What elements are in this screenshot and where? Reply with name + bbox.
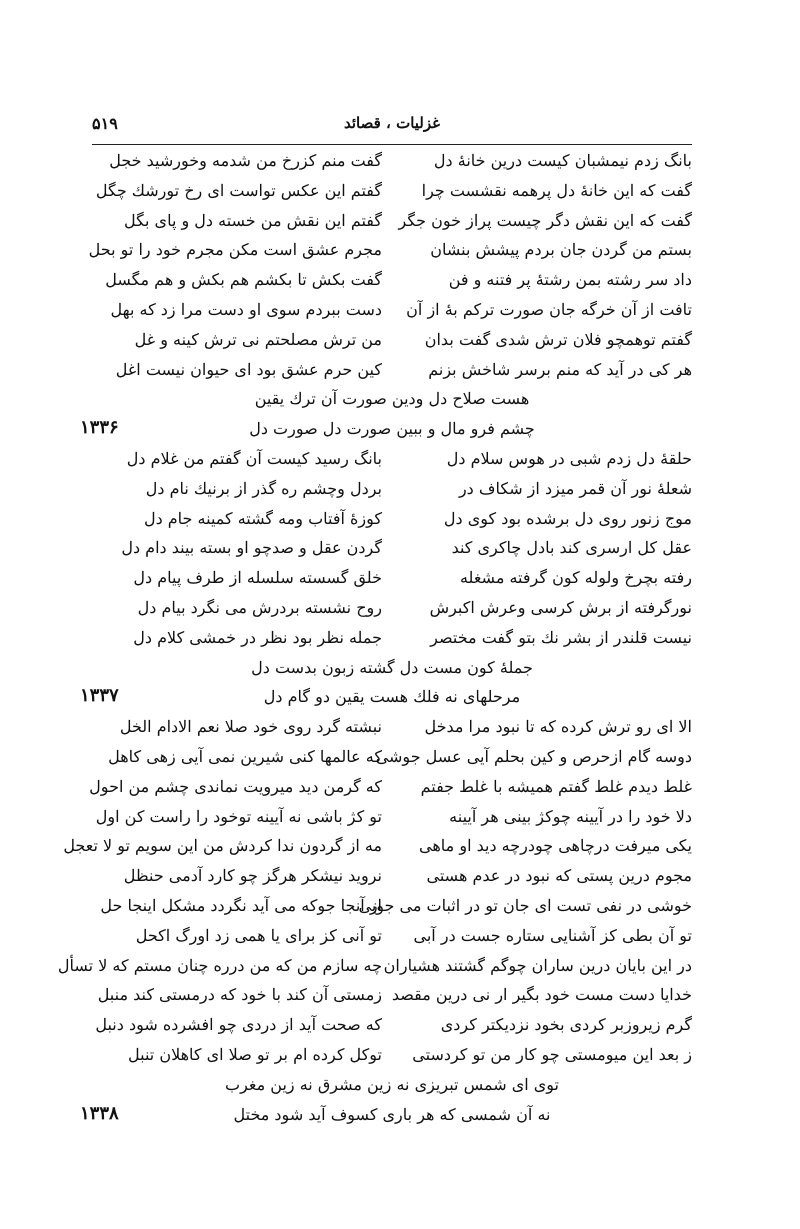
ghazal-number: ۱۳۳۸ <box>80 1102 119 1124</box>
verse-row <box>92 475 692 505</box>
hemistich-left: که گرمن دید میرویت نماندی چشم من احول <box>89 776 382 796</box>
verse-row <box>92 981 692 1011</box>
verse-row <box>92 862 692 892</box>
verse-row <box>89 773 692 803</box>
hemistich-left: گفتم این عکس تواست ای رخ تورشك چگل <box>95 180 382 200</box>
hemistich-right: عقل کل ارسری کند بادل چاکری کند <box>451 538 692 558</box>
verse-row <box>63 832 692 862</box>
hemistich-left: بانگ رسید کیست آن گفتم من غلام دل <box>126 448 382 468</box>
closing-verse-text: توی ای شمس تبریزی نه زین مشرق نه زین مغرب <box>225 1074 559 1094</box>
hemistich-left: مجرم عشق است مکن مجرم خود را تو بحل <box>88 240 382 260</box>
closing-verse <box>80 683 692 713</box>
closing-verse <box>80 1101 692 1131</box>
ghazal-number: ۱۳۳۶ <box>80 417 119 439</box>
ghazal-number: ۱۳۳۷ <box>80 685 119 707</box>
hemistich-left: که صحت آید از دردی چو افشرده شود دنبل <box>95 1015 382 1035</box>
page-title: غزلیات ، قصائد <box>344 114 440 132</box>
hemistich-left: مه از گردون ندا کردش من این سویم تو لا تعجل <box>63 836 382 856</box>
hemistich-right: گرم زیروزبر کردی بخود نزدیکتر کردی <box>440 1015 692 1035</box>
verse-row <box>92 147 692 177</box>
hemistich-right: در این بایان درین ساران چوگم گشتند هشیاران <box>383 955 692 975</box>
hemistich-left: گفت منم کزرخ من شدمه وخورشید خجل <box>109 151 382 170</box>
verse-row <box>57 952 692 982</box>
hemistich-right: بانگ زدم نیمشبان کیست درین خانهٔ دل <box>433 151 692 170</box>
hemistich-right: تو آن بطی کز آشنایی ستاره جست در آبی <box>413 925 692 945</box>
closing-verse-text: چشم فرو مال و ببین صورت دل صورت دل <box>249 419 535 439</box>
verse-row <box>92 892 692 922</box>
verse-row <box>92 177 692 207</box>
hemistich-right: دوسه گام ازحرص و کین بحلم آیی عسل جوشی <box>375 746 692 766</box>
hemistich-right: گفتم توهمچو فلان ترش شدی گفت بدان <box>424 329 692 349</box>
verse-row <box>92 803 692 833</box>
document-page <box>57 108 692 1130</box>
hemistich-right: گفت که این نقش دگر چیست پراز خون جگر <box>398 210 692 230</box>
hemistich-right: دلا خود را در آیینه چوکژ بینی هر آیینه <box>449 806 692 826</box>
hemistich-left: گفت بکش تا بکشم هم بکش و هم مگسل <box>105 270 382 290</box>
closing-verse <box>92 385 692 415</box>
poem-body <box>57 147 692 1130</box>
verse-row <box>92 266 692 296</box>
closing-verse-text: مرحلهای نه فلك هست یقین دو گام دل <box>263 687 521 707</box>
hemistich-right: شعلهٔ نور آن قمر میزد از شکاف در <box>458 478 692 498</box>
hemistich-left: دست ببردم سوی او دست مرا زد که بهل <box>110 299 382 319</box>
hemistich-left: کین حرم عشق بود ای حیوان نیست اغل <box>115 359 382 379</box>
hemistich-left: من ترش مصلحتم نی ترش کینه و غل <box>134 329 382 349</box>
hemistich-left: تو کژ باشی نه آیینه توخود را راست کن اول <box>95 806 382 826</box>
hemistich-left: گردن عقل و صدچو او بسته بیند دام دل <box>121 538 382 558</box>
closing-verse <box>92 654 692 684</box>
closing-verse-text: نه آن شمسی که هر باری کسوف آید شود مختل <box>233 1104 551 1124</box>
hemistich-left: روح نشسته بردرش می نگرد بیام دل <box>137 597 382 617</box>
hemistich-right: گفت که این خانهٔ دل پرهمه نقشست چرا <box>421 180 692 200</box>
verse-row <box>92 326 692 356</box>
hemistich-left: از آنجا جوکه می آید نگردد مشکل اینجا حل <box>100 895 382 915</box>
verse-row <box>92 356 692 386</box>
hemistich-left: چه سازم من که من درره چنان مستم که لا تسأل <box>57 955 382 975</box>
verse-row <box>92 296 692 326</box>
hemistich-left: نروید نیشکر هرگز چو کارد آدمی حنظل <box>123 866 382 886</box>
hemistich-right: حلقهٔ دل زدم شبی در هوس سلام دل <box>446 448 692 468</box>
verse-row <box>92 1041 692 1071</box>
hemistich-left: که عالمها کنی شیرین نمی آیی زهی کاهل <box>108 746 382 766</box>
closing-verse-text: جملهٔ کون مست دل گشته زبون بدست دل <box>251 657 533 677</box>
hemistich-right: غلط دیدم غلط گفتم همیشه با غلط جفتم <box>420 776 692 796</box>
hemistich-left: گفتم این نقش من خسته دل و پای بگل <box>124 210 382 230</box>
verse-row <box>92 564 692 594</box>
hemistich-right: موج زنور روی دل برشده بود کوی دل <box>443 508 692 528</box>
verse-row <box>92 594 692 624</box>
hemistich-right: هر کی در آید که منم برسر شاخش بزنم <box>428 359 692 379</box>
verse-row <box>92 713 692 743</box>
closing-verse-text: هست صلاح دل ودین صورت آن ترك یقین <box>254 389 530 409</box>
hemistich-left: خلق گسسته سلسله از طرف پیام دل <box>133 568 382 588</box>
hemistich-left: زمستی آن کند با خود که درمستی کند منبل <box>97 985 382 1005</box>
hemistich-right: نورگرفته از برش کرسی وعرش اکبرش <box>429 597 692 617</box>
hemistich-right: یکی میرفت درچاهی چودرچه دید او ماهی <box>419 836 692 856</box>
verse-row <box>92 534 692 564</box>
verse-row <box>92 445 692 475</box>
verse-row <box>92 743 692 773</box>
verse-row <box>92 207 692 237</box>
hemistich-right: خوشی در نفی تست ای جان تو در اثبات می جویی <box>358 895 692 915</box>
verse-row <box>92 1011 692 1041</box>
hemistich-right: خدایا دست مست خود بگیر ار نی درین مقصد <box>391 985 692 1005</box>
hemistich-left: بردل وچشم ره گذر از برنیك نام دل <box>145 478 382 498</box>
hemistich-right: داد سر رشته بمن رشتهٔ پر فتنه و فن <box>448 270 692 290</box>
hemistich-right: الا ای رو ترش کرده که تا نبود مرا مدخل <box>424 717 692 737</box>
hemistich-right: ز بعد این میومستی چو کار من تو کردستی <box>412 1044 692 1064</box>
hemistich-right: تافت از آن خرگه جان صورت ترکم بهٔ از آن <box>406 299 692 319</box>
hemistich-left: تو آنی کز برای یا همی زد اورگ اکحل <box>135 925 382 945</box>
hemistich-right: نیست قلندر از بشر نك بتو گفت مختصر <box>430 627 692 647</box>
hemistich-left: نبشته گرد روی خود صلا نعم الادام الخل <box>119 717 382 737</box>
closing-verse <box>80 415 692 445</box>
hemistich-right: مجوم درین پستی که نبود در عدم هستی <box>426 866 692 886</box>
hemistich-left: توکل کرده ام بر تو صلا ای کاهلان تنبل <box>128 1044 382 1064</box>
verse-row <box>92 505 692 535</box>
hemistich-right: رفته بچرخ ولوله کون گرفته مشغله <box>459 568 692 588</box>
page-header <box>92 108 692 145</box>
verse-row <box>88 236 692 266</box>
hemistich-left: کوزهٔ آفتاب ومه گشته کمینه جام دل <box>143 508 382 528</box>
verse-row <box>92 922 692 952</box>
page-number: ۵۱۹ <box>92 114 118 133</box>
hemistich-left: جمله نظر بود نظر در خمشی کلام دل <box>133 627 382 647</box>
closing-verse <box>92 1071 692 1101</box>
verse-row <box>92 624 692 654</box>
hemistich-right: بستم من گردن جان بردم پیشش بنشان <box>430 240 692 260</box>
